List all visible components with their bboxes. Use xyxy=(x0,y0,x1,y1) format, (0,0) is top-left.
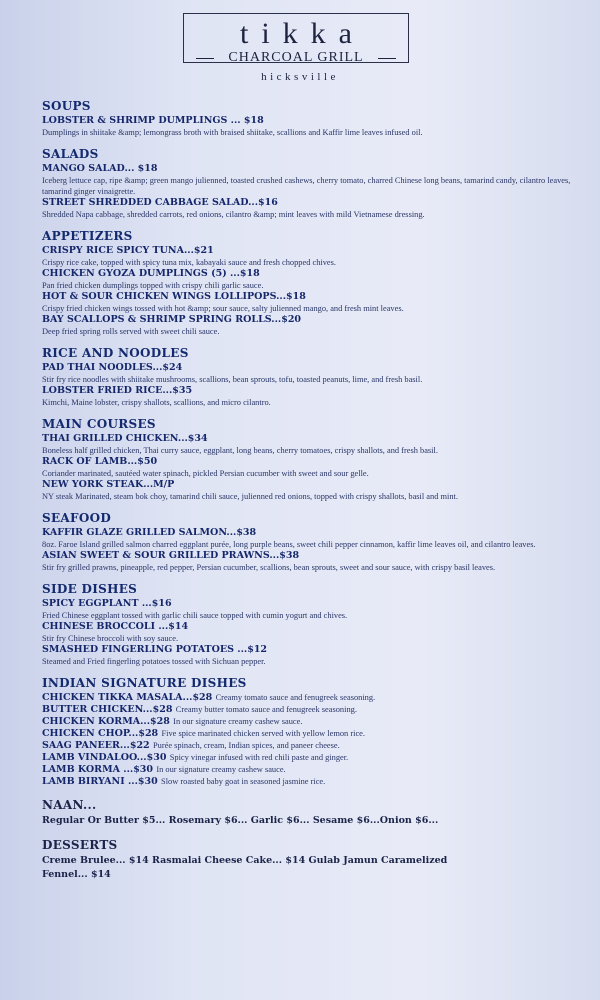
logo-box xyxy=(183,13,409,63)
menu-item-name: CHICKEN CHOP...$28 xyxy=(42,728,159,739)
section-title: RICE AND NOODLES xyxy=(42,346,189,360)
section-title: SEAFOOD xyxy=(42,511,112,525)
menu-item-description: 8oz. Faroe Island grilled salmon charred eggplant purée, long purple beans, sweet chili pepper cinnamon, kaffir lime leaves oil, and cilantro leaves. xyxy=(42,540,536,549)
menu-item-name: BAY SCALLOPS & SHRIMP SPRING ROLLS...$20 xyxy=(42,314,302,325)
menu-item-name: CHICKEN TIKKA MASALA...$28 xyxy=(42,692,213,703)
menu-item-description: Creamy tomato sauce and fenugreek seasoning. xyxy=(215,693,376,702)
section-title: DESSERTS xyxy=(42,838,118,852)
indian-dish-row xyxy=(42,764,587,776)
logo-divider-right xyxy=(378,58,396,59)
menu-section xyxy=(42,511,587,573)
naan-section xyxy=(42,798,587,828)
desserts-section xyxy=(42,838,587,882)
menu-item-name: MANGO SALAD... $18 xyxy=(42,163,158,174)
section-title: SIDE DISHES xyxy=(42,582,138,596)
menu-section xyxy=(42,582,587,667)
menu-item-description: Stir fry rice noodles with shiitake mushrooms, scallions, bean sprouts, tofu, toasted peanuts, lime, and fresh basil. xyxy=(42,375,423,384)
section-title: SOUPS xyxy=(42,99,91,113)
menu-item-name: LOBSTER FRIED RICE...$35 xyxy=(42,385,193,396)
menu-item-name: CHICKEN GYOZA DUMPLINGS (5) ...$18 xyxy=(42,268,260,279)
menu-item-description: Boneless half grilled chicken, Thai curry sauce, eggplant, long beans, cherry tomatoes, crispy shallots, and fresh basil. xyxy=(42,446,438,455)
menu-body xyxy=(42,99,587,891)
desserts-line-1: Creme Brulee... $14 Rasmalai Cheese Cake... $14 Gulab Jamun Caramelized xyxy=(42,855,448,866)
menu-item-name: PAD THAI NOODLES...$24 xyxy=(42,362,183,373)
menu-item-description: Kimchi, Maine lobster, crispy shallots, scallions, and micro cilantro. xyxy=(42,398,271,407)
section-title: APPETIZERS xyxy=(42,229,133,243)
menu-item-description: Deep fried spring rolls served with sweet chili sauce. xyxy=(42,327,220,336)
menu-item-name: THAI GRILLED CHICKEN...$34 xyxy=(42,433,208,444)
menu-item-description: Dumplings in shiitake &amp; lemongrass broth with braised shiitake, scallions and Kaffir lime leaves infused oil. xyxy=(42,128,423,137)
menu-item-description: Pan fried chicken dumplings topped with crispy chili garlic sauce. xyxy=(42,281,264,290)
menu-item-name: CRISPY RICE SPICY TUNA...$21 xyxy=(42,245,214,256)
section-title: SALADS xyxy=(42,147,99,161)
naan-line: Regular Or Butter $5... Rosemary $6... Garlic $6... Sesame $6...Onion $6... xyxy=(42,815,439,826)
menu-item-description: Shredded Napa cabbage, shredded carrots, red onions, cilantro &amp; mint leaves with mild Vietnamese dressing. xyxy=(42,210,425,219)
indian-dish-row xyxy=(42,704,587,716)
indian-dish-row xyxy=(42,752,587,764)
menu-item-description: In our signature creamy cashew sauce. xyxy=(156,765,286,774)
indian-section xyxy=(42,676,587,788)
indian-dish-row xyxy=(42,716,587,728)
section-title: MAIN COURSES xyxy=(42,417,156,431)
menu-item-name: LOBSTER & SHRIMP DUMPLINGS ... $18 xyxy=(42,115,264,126)
restaurant-subtitle: CHARCOAL GRILL xyxy=(228,50,364,65)
menu-section xyxy=(42,229,587,337)
restaurant-location: hicksville xyxy=(261,71,339,83)
menu-item-name: SPICY EGGPLANT ...$16 xyxy=(42,598,172,609)
menu-item-name: CHINESE BROCCOLI ...$14 xyxy=(42,621,189,632)
menu-item-description: Fried Chinese eggplant tossed with garlic chili sauce topped with cumin yogurt and chives. xyxy=(42,611,348,620)
indian-dish-row xyxy=(42,728,587,740)
menu-section xyxy=(42,147,587,220)
menu-item-name: SAAG PANEER...$22 xyxy=(42,740,150,751)
menu-item-description: Crispy rice cake, topped with spicy tuna mix, kabayaki sauce and fresh chopped chives. xyxy=(42,258,336,267)
menu-section xyxy=(42,99,587,138)
menu-item-description: Steamed and Fried fingerling potatoes tossed with Sichuan pepper. xyxy=(42,657,266,666)
menu-item-description: NY steak Marinated, steam bok choy, tamarind chili sauce, julienned red onions, topped with crispy shallots, basil and mint. xyxy=(42,492,458,501)
menu-item-description: Spicy vinegar infused with red chili paste and ginger. xyxy=(169,753,349,762)
menu-item-description: Stir fry Chinese broccoli with soy sauce. xyxy=(42,634,179,643)
restaurant-name: tikka xyxy=(240,17,365,50)
indian-items xyxy=(42,692,587,788)
menu-item-name: ASIAN SWEET & SOUR GRILLED PRAWNS...$38 xyxy=(42,550,300,561)
menu-item-description: Slow roasted baby goat in seasoned jasmine rice. xyxy=(161,777,326,786)
menu-item-name: NEW YORK STEAK...M/P xyxy=(42,479,175,490)
menu-item-name: SMASHED FINGERLING POTATOES ...$12 xyxy=(42,644,268,655)
section-title: INDIAN SIGNATURE DISHES xyxy=(42,676,247,690)
menu-item-description: Creamy butter tomato sauce and fenugreek seasoning. xyxy=(175,705,357,714)
indian-dish-row xyxy=(42,692,587,704)
indian-dish-row xyxy=(42,740,587,752)
menu-section xyxy=(42,417,587,502)
menu-item-name: LAMB KORMA ...$30 xyxy=(42,764,154,775)
menu-item-description: Iceberg lettuce cap, ripe &amp; green mango julienned, toasted crushed cashews, cherry tomato, charred Chinese long beans, tamarind candy, cilantro leaves, tamarind ginger vinaigrette. xyxy=(42,176,571,196)
menu-item-description: Purée spinach, cream, Indian spices, and paneer cheese. xyxy=(152,741,340,750)
menu-item-name: STREET SHREDDED CABBAGE SALAD...$16 xyxy=(42,197,278,208)
section-title: NAAN... xyxy=(42,798,97,812)
menu-item-description: Crispy fried chicken wings tossed with hot &amp; sour sauce, salty julienned mango, and fresh mint leaves. xyxy=(42,304,404,313)
menu-sections xyxy=(42,99,587,667)
menu-item-description: Coriander marinated, sautéed water spinach, pickled Persian cucumber with sweet and sour gelle. xyxy=(42,469,369,478)
menu-section xyxy=(42,346,587,408)
indian-dish-row xyxy=(42,776,587,788)
menu-item-description: Stir fry grilled prawns, pineapple, red pepper, Persian cucumber, scallions, bean sprouts, sweet and sour sauce, with crispy basil leaves. xyxy=(42,563,496,572)
menu-item-name: KAFFIR GLAZE GRILLED SALMON...$38 xyxy=(42,527,257,538)
menu-item-name: LAMB VINDALOO...$30 xyxy=(42,752,167,763)
menu-item-name: CHICKEN KORMA...$28 xyxy=(42,716,170,727)
menu-item-description: Five spice marinated chicken served with yellow lemon rice. xyxy=(161,729,365,738)
menu-item-description: In our signature creamy cashew sauce. xyxy=(173,717,303,726)
desserts-line-2: Fennel... $14 xyxy=(42,869,111,880)
menu-item-name: BUTTER CHICKEN...$28 xyxy=(42,704,173,715)
menu-item-name: RACK OF LAMB...$50 xyxy=(42,456,158,467)
menu-item-name: HOT & SOUR CHICKEN WINGS LOLLIPOPS...$18 xyxy=(42,291,306,302)
menu-item-name: LAMB BIRYANI ...$30 xyxy=(42,776,158,787)
